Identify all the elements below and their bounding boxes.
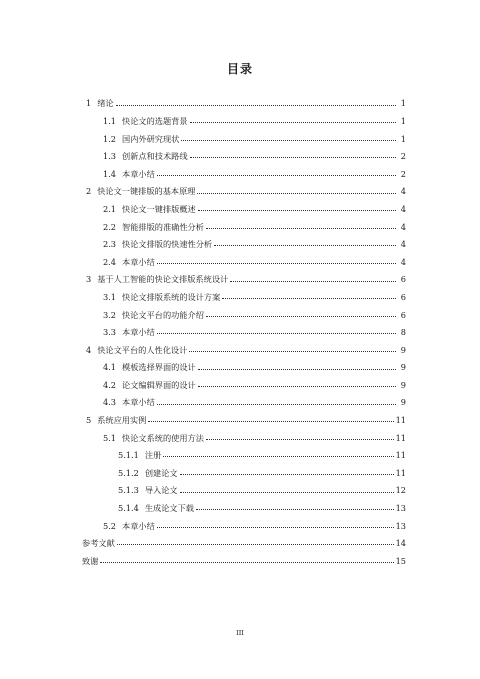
toc-entry[interactable]	[82, 424, 406, 442]
dot-leader	[163, 456, 393, 457]
toc-entry-page: 8	[400, 327, 406, 338]
toc-entry[interactable]	[82, 530, 406, 548]
toc-entry-title: 论文编辑界面的设计	[122, 379, 196, 390]
toc-entry-title: 快论文一键排版的基本原理	[97, 186, 196, 197]
toc-entry[interactable]	[82, 284, 406, 302]
toc-entry-number: 2.2	[103, 221, 117, 232]
toc-entry-page: 9	[400, 379, 406, 390]
toc-entry-title: 快论文的选题背景	[122, 115, 188, 126]
dot-leader	[117, 544, 394, 545]
dot-leader	[198, 386, 396, 387]
toc-entry-number: 3.2	[103, 309, 117, 320]
dot-leader	[148, 421, 393, 422]
toc-entry-number: 5.1.2	[118, 467, 139, 478]
toc-entry-number: 4	[86, 344, 92, 355]
dot-leader	[230, 281, 396, 282]
toc-entry-number: 1.4	[103, 168, 117, 179]
dot-leader	[197, 193, 396, 194]
toc-entry-title: 快论文排版的快速性分析	[122, 239, 213, 250]
toc-entry-page: 4	[400, 221, 406, 232]
toc-entry[interactable]	[82, 143, 406, 161]
toc-entry-page: 1	[400, 115, 406, 126]
toc-entry-title: 致谢	[82, 555, 99, 566]
toc-entry-number: 5.1.1	[118, 450, 139, 461]
dot-leader	[198, 210, 396, 211]
toc-entry-number: 3	[86, 274, 92, 285]
toc-entry-page: 2	[400, 151, 406, 162]
toc-entry-title: 参考文献	[82, 538, 115, 549]
table-of-contents	[82, 90, 406, 565]
toc-entry-page: 11	[395, 467, 406, 478]
toc-entry[interactable]	[82, 336, 406, 354]
dot-leader	[180, 492, 394, 493]
toc-entry[interactable]	[82, 495, 406, 513]
dot-leader	[190, 157, 396, 158]
dot-leader	[198, 369, 396, 370]
toc-entry[interactable]	[82, 389, 406, 407]
dot-leader	[190, 122, 396, 123]
toc-entry-number: 1.3	[103, 151, 117, 162]
toc-entry-title: 智能排版的准确性分析	[122, 221, 204, 232]
toc-entry[interactable]	[82, 512, 406, 530]
toc-entry-page: 9	[400, 397, 406, 408]
toc-entry-page: 6	[400, 274, 406, 285]
toc-entry-page: 14	[395, 538, 406, 549]
toc-entry-number: 4.2	[103, 379, 117, 390]
page-number: III	[236, 629, 244, 637]
toc-entry-page: 11	[395, 415, 406, 426]
toc-entry-title: 绪论	[97, 98, 114, 109]
toc-entry-title: 基于人工智能的快论文排版系统设计	[97, 274, 229, 285]
dot-leader	[189, 351, 396, 352]
toc-entry-number: 3.1	[103, 291, 117, 302]
toc-entry-title: 生成论文下载	[144, 503, 194, 514]
toc-entry-number: 4.1	[103, 362, 117, 373]
toc-entry-number: 5	[86, 415, 92, 426]
toc-entry-title: 创新点和技术路线	[122, 151, 188, 162]
toc-entry-number: 5.2	[103, 520, 117, 531]
toc-entry[interactable]	[82, 477, 406, 495]
dot-leader	[222, 298, 396, 299]
toc-entry[interactable]	[82, 160, 406, 178]
toc-entry-number: 1	[86, 98, 92, 109]
toc-entry-title: 系统应用实例	[97, 415, 147, 426]
toc-entry-title: 本章小结	[122, 327, 155, 338]
toc-entry-page: 11	[395, 432, 406, 443]
toc-entry-title: 模板选择界面的设计	[122, 362, 196, 373]
dot-leader	[206, 439, 394, 440]
toc-entry-number: 5.1.3	[118, 485, 139, 496]
toc-entry[interactable]	[82, 231, 406, 249]
toc-entry-page: 2	[400, 168, 406, 179]
dot-leader	[100, 562, 393, 563]
toc-entry[interactable]	[82, 125, 406, 143]
toc-entry-number: 1.2	[103, 133, 117, 144]
toc-entry-title: 导入论文	[144, 485, 178, 496]
toc-entry-page: 13	[395, 520, 406, 531]
toc-entry-page: 9	[400, 344, 406, 355]
toc-entry-number: 2.4	[103, 256, 117, 267]
toc-entry[interactable]	[82, 459, 406, 477]
toc-entry-number: 2.1	[103, 203, 117, 214]
dot-leader	[157, 263, 396, 264]
dot-leader	[180, 474, 394, 475]
toc-entry-title: 注册	[144, 450, 162, 461]
toc-entry[interactable]	[82, 442, 406, 460]
dot-leader	[206, 316, 396, 317]
toc-entry-page: 9	[400, 362, 406, 373]
toc-entry[interactable]	[82, 266, 406, 284]
toc-entry[interactable]	[82, 108, 406, 126]
dot-leader	[181, 140, 396, 141]
toc-entry[interactable]	[82, 213, 406, 231]
dot-leader	[214, 245, 396, 246]
toc-entry[interactable]	[82, 196, 406, 214]
toc-entry-page: 13	[395, 503, 406, 514]
toc-entry[interactable]	[82, 372, 406, 390]
dot-leader	[157, 175, 396, 176]
toc-entry-number: 5.1.4	[118, 503, 139, 514]
toc-entry[interactable]	[82, 301, 406, 319]
toc-entry[interactable]	[82, 354, 406, 372]
dot-leader	[157, 527, 394, 528]
toc-entry[interactable]	[82, 178, 406, 196]
toc-entry-title: 快论文平台的人性化设计	[97, 344, 188, 355]
toc-entry-page: 4	[400, 256, 406, 267]
toc-entry-title: 快论文系统的使用方法	[122, 432, 204, 443]
toc-entry[interactable]	[82, 407, 406, 425]
toc-entry-page: 6	[400, 309, 406, 320]
toc-entry-page: 6	[400, 291, 406, 302]
toc-entry[interactable]	[82, 90, 406, 108]
toc-entry-title: 本章小结	[122, 168, 155, 179]
toc-entry-title: 本章小结	[122, 520, 155, 531]
toc-entry-page: 4	[400, 239, 406, 250]
toc-entry-number: 5.1	[103, 432, 117, 443]
toc-entry-number: 4.3	[103, 397, 117, 408]
toc-entry-page: 12	[395, 485, 406, 496]
toc-entry-title: 快论文平台的功能介绍	[122, 309, 204, 320]
dot-leader	[157, 333, 396, 334]
toc-entry-page: 1	[400, 98, 406, 109]
dot-leader	[206, 228, 396, 229]
toc-entry-page: 4	[400, 186, 406, 197]
toc-entry-number: 1.1	[103, 115, 117, 126]
toc-entry-page: 15	[395, 555, 406, 566]
toc-entry-title: 本章小结	[122, 256, 155, 267]
toc-entry-page: 1	[400, 133, 406, 144]
toc-entry-title: 快论文一键排版概述	[122, 203, 196, 214]
toc-entry-title: 快论文排版系统的设计方案	[122, 291, 221, 302]
toc-entry-page: 4	[400, 203, 406, 214]
toc-entry-number: 2	[86, 186, 92, 197]
toc-entry-title: 创建论文	[144, 467, 178, 478]
dot-leader	[196, 509, 394, 510]
toc-entry[interactable]	[82, 248, 406, 266]
toc-entry-number: 2.3	[103, 239, 117, 250]
toc-entry-number: 3.3	[103, 327, 117, 338]
toc-entry-page: 11	[395, 450, 406, 461]
toc-entry[interactable]	[82, 547, 406, 565]
toc-entry-title: 本章小结	[122, 397, 155, 408]
toc-entry[interactable]	[82, 319, 406, 337]
toc-entry-title: 国内外研究现状	[122, 133, 180, 144]
dot-leader	[157, 404, 396, 405]
toc-title: 目录	[226, 62, 253, 76]
dot-leader	[116, 105, 396, 106]
